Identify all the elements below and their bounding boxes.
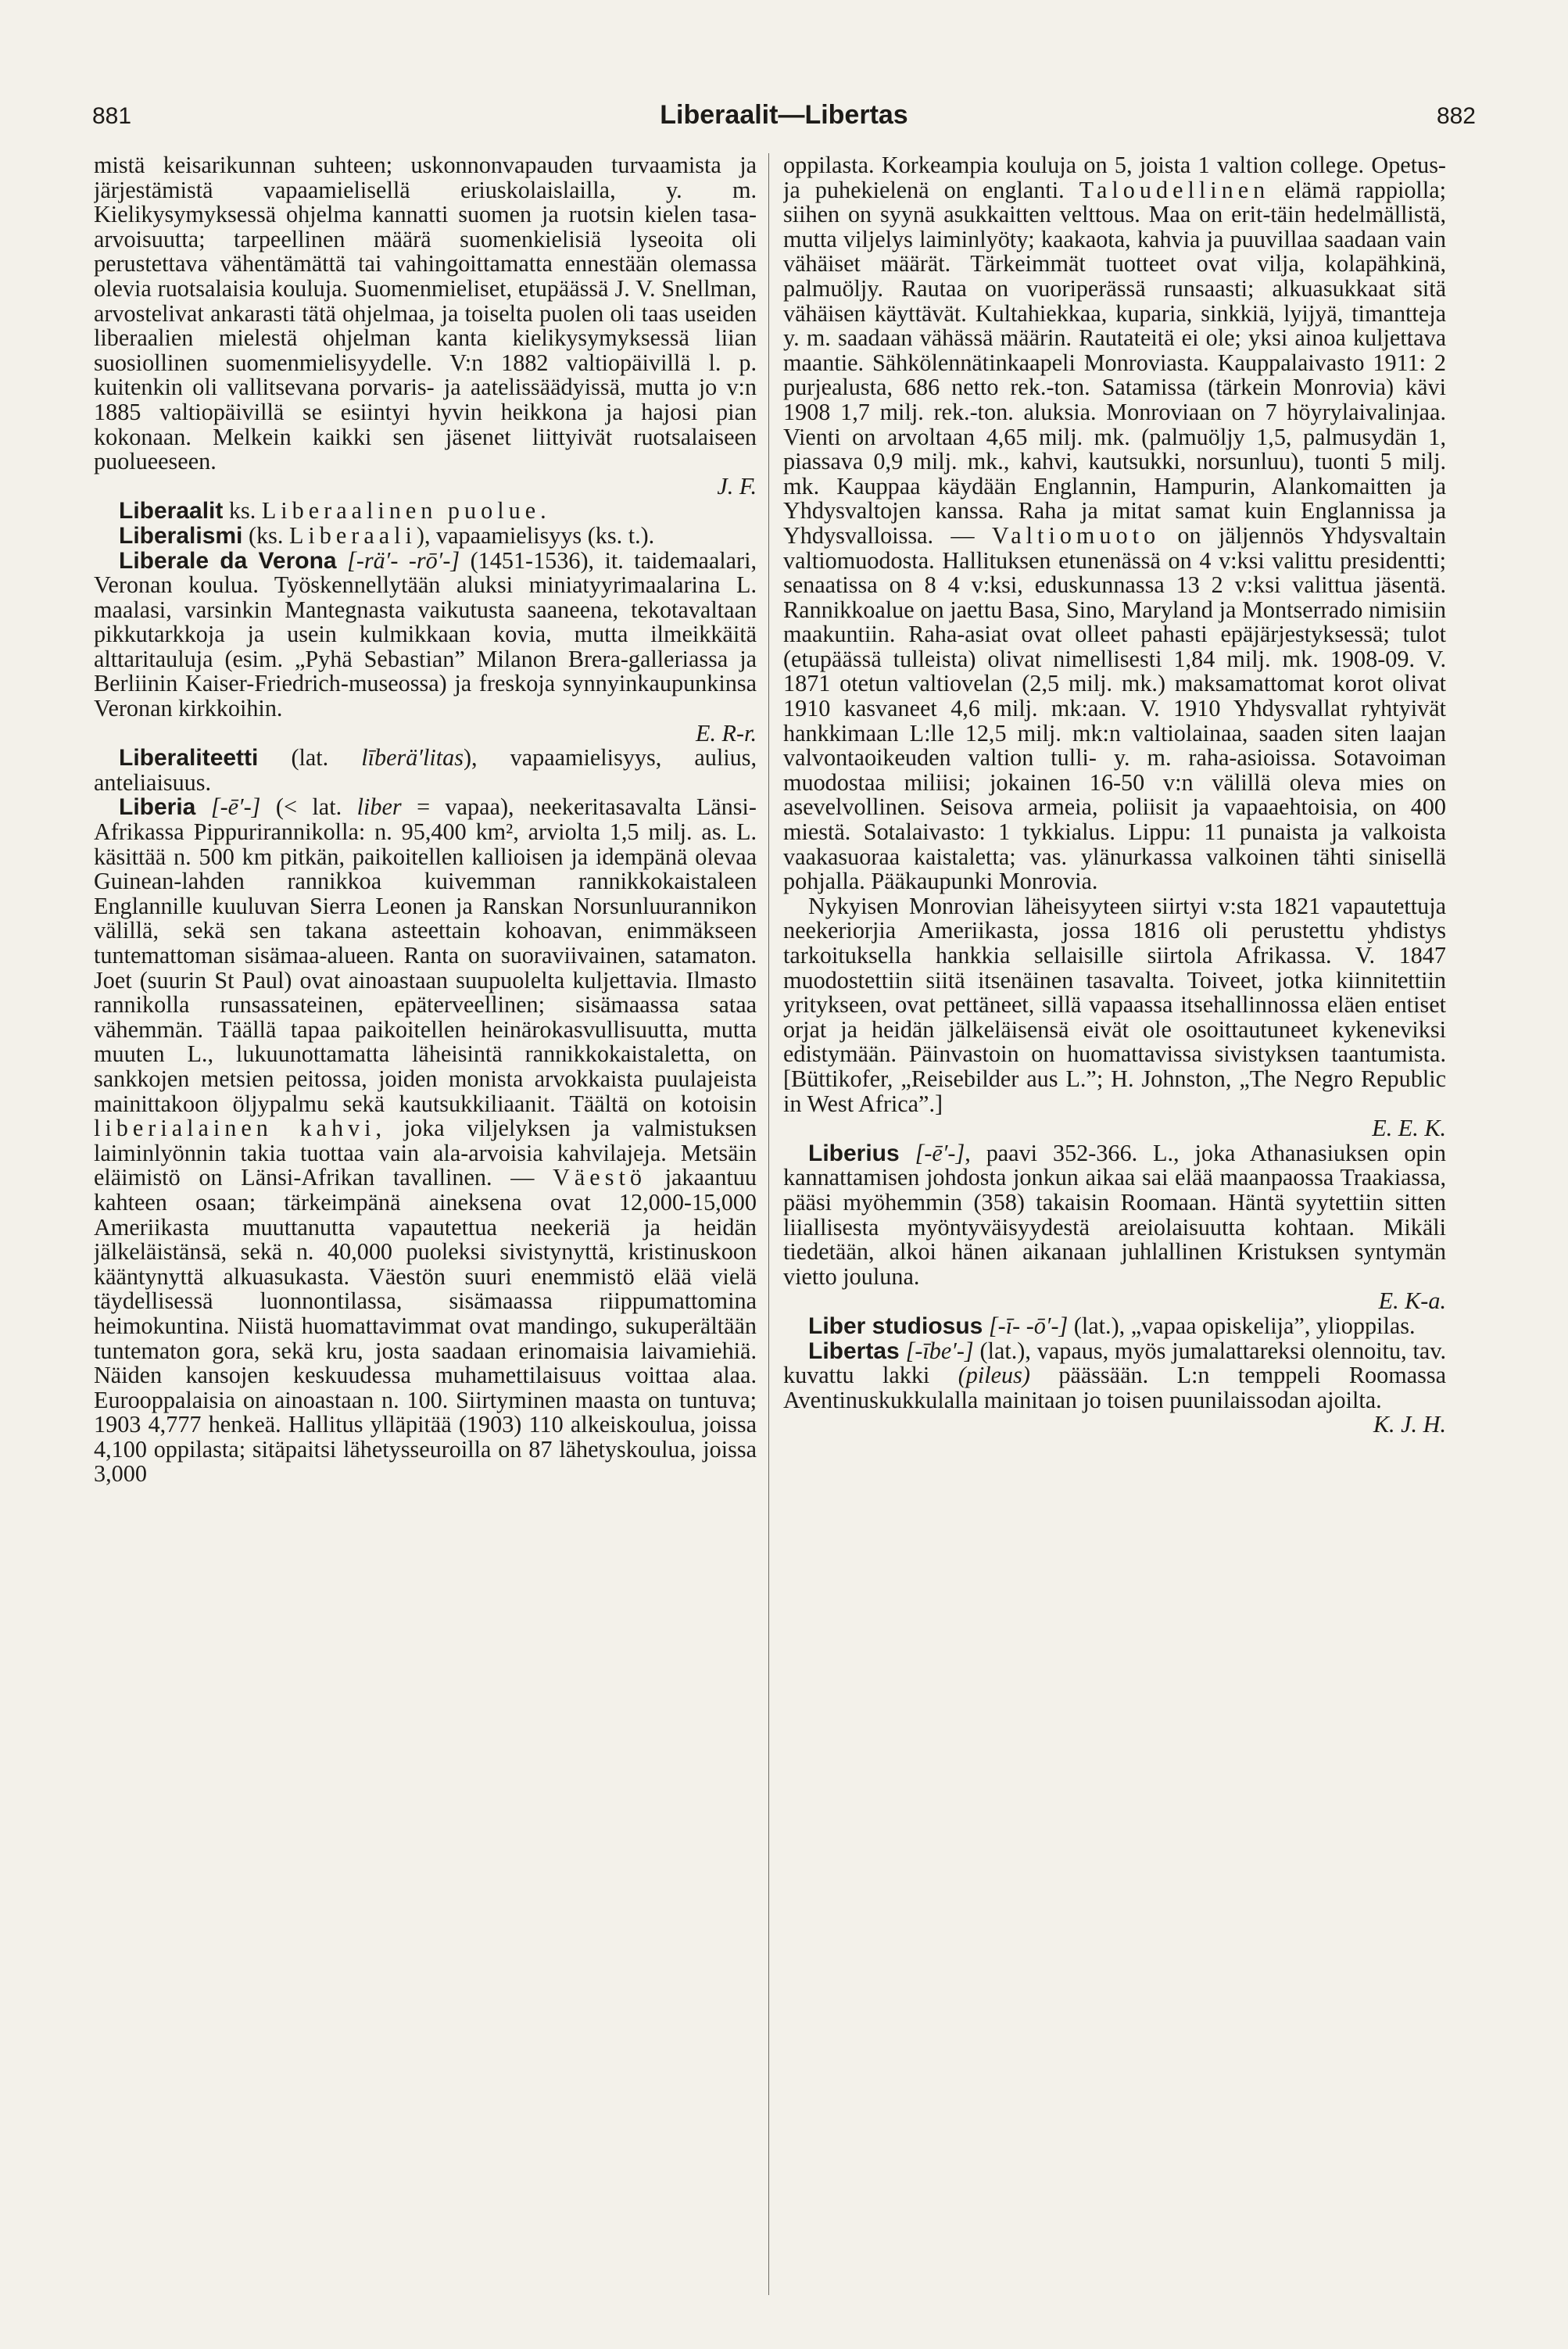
entry-liberius: Liberius [-ē′-], paavi 352-366. L., joka Athanasiuksen opin kannattamisen johdosta jonkun aikaa sai elää maanpaossa Traakiassa, pääsi myöhemmin (358) takaisin Roomaan. Häntä syytettiin sitten liiallisesta myöntyväisyydestä areiolaisuutta kohtaan. Mikäli tiedetään, alkoi hänen aikanaan juhlallinen Kristuksen syntymän vietto jouluna. bbox=[783, 1139, 1446, 1290]
entry-liberalismi: Liberalismi (ks. Liberaali), vapaamielisyys (ks. t.). bbox=[119, 521, 655, 549]
page-header bbox=[92, 95, 1476, 142]
entry-headword: Liberale da Verona bbox=[119, 547, 337, 574]
cross-reference: Liberaali bbox=[288, 521, 417, 549]
pronunciation: [-ē′-] bbox=[210, 793, 261, 821]
pronunciation: [-ī- -ō′-] bbox=[988, 1312, 1069, 1339]
entry-liberia: Liberia [-ē′-] (< lat. liber = vapaa), neekeritasavalta Länsi-Afrikassa Pippurirannikolla: n. 95,400 km², arviolta 1,5 milj. as. L. käsittää n. 500 km pitkän, paikoitellen kallioisen ja idempänä olevaa Guinean-lahden rannikkoa kuivemman rannikkokaistaleen Englannille kuuluvan Sierra Leonen ja Ranskan Norsunluurannikon välillä, sekä sen takana asteettain kohoavan, enimmäkseen tuntemattoman sisämaa-alueen. Ranta on suoraviivainen, satamaton. Joet (suurin St Paul) ovat ainoastaan suupuolelta kuljettavia. Ilmasto rannikolla runsassateinen, epäterveellinen; sisämaassa sataa vähemmän. Täällä tapaa paikoitellen heinärokasvullisuutta, mutta muuten L., lukuunottamatta läheisintä rannikkokaistaletta, on sankkojen metsien peitossa, joiden monista arvokkaista puulajeista mainittakoon öljypalmu sekä kautsukkiliaanit. Täältä on kotoisin liberialainen kahvi, joka viljelyksen ja valmistuksen laiminlyönnin takia tuottaa vain ala-arvoisia kahvilajeja. Metsäin eläimistö on Länsi-Afrikan tavallinen. — Väestö jakaantuu kahteen osaan; tärkeimpänä aineksena ovat 12,000-15,000 Ameriikasta muuttanutta vapautettua neekeriä ja heidän jälkeläistänsä, sekä n. 40,000 puoleksi sivistynyttä, kristinuskoon kääntynyttä alkuasukasta. Väestön suuri enemmistö elää vielä täydellisessä luonnontilassa, sisämaassa riippumattomina heimokuntina. Niistä huomattavimmat ovat mandingo, sukuperältään tuntematon gora, sekä kru, josta saadaan erinomaisia laivamiehiä. Näiden kansojen keskuudessa muhamettilaisuus voittaa alaa. Eurooppalaisia on ainoastaan n. 100. Siirtyminen maasta on tuntuva; 1903 4,777 henkeä. Hallitus ylläpitää (1903) 110 alkeiskoulua, joissa 4,100 oppilasta; sitäpaitsi lähetysseuroilla on 87 lähetyskoulua, joissa 3,000 bbox=[94, 793, 757, 1488]
entry-headword: Liberius bbox=[808, 1140, 900, 1166]
entry-liberaliteetti: Liberaliteetti (lat. līberä′litas), vapaamielisyys, aulius, anteliaisuus. bbox=[94, 744, 757, 796]
pronunciation: [-ē′-] bbox=[915, 1139, 965, 1166]
entry-liberale-da-verona: Liberale da Verona [-rä′- -rō′-] (1451-1536), it. taidemaalari, Veronan koulua. Työskennellytään aluksi miniatyyrimaalarina L. maalasi, varsinkin Mantegnasta vaikutusta saaneena, tekotavaltaan pikkutarkkoja ja usein kulmikkaan kovia, mutta ilmeikkäitä alttaritauluja (esim. „Pyhä Sebastian” Milanon Brera-galleriassa ja Berliinin Kaiser-Friedrich-museossa) ja freskoja synnyinkaupunkinsa Veronan kirkkoihin. bbox=[94, 546, 757, 722]
page-number-left: 881 bbox=[92, 103, 132, 129]
section-label: Valtiomuoto bbox=[991, 521, 1161, 549]
entry-headword: Liberalismi bbox=[119, 522, 243, 549]
entry-headword: Liberia bbox=[119, 794, 196, 821]
column-divider bbox=[768, 153, 769, 2295]
latin-term: liber bbox=[356, 793, 402, 821]
running-title: Liberaalit—Libertas bbox=[660, 100, 908, 130]
spaced-term: liberialainen kahvi bbox=[94, 1115, 376, 1142]
signature: J. F. bbox=[717, 472, 757, 500]
latin-term: līberä′litas bbox=[361, 744, 464, 772]
entry-headword: Liberaalit bbox=[119, 498, 224, 525]
entry-headword: Libertas bbox=[808, 1337, 900, 1364]
entry-continuation: oppilasta. Korkeampia kouluja on 5, joista 1 valtion college. Opetus- ja puhekielenä on englanti. Taloudellinen elämä rappiolla; siihen on syynä asukkaitten velttous. Maa on erit-täin hedelmällistä, mutta viljelys laiminlyöty; kaakaota, kahvia ja puuvillaa saadaan vain vähäiset määrät. Tärkeimmät tuotteet ovat vilja, kolapähkinä, palmuöljy. Rautaa on vuoriperässä runsaasti; alkuasukkaat sitä vähäisen käyttävät. Kultahiekkaa, kuparia, sinkkiä, lyijyä, timantteja y. m. saadaan vähässä määrin. Rautateitä ei ole; yksi ainoa kuljettava maantie. Sähkölennätinkaapeli Monroviasta. Kauppalaivasto 1911: 2 purjealusta, 686 netto rek.-ton. Satamissa (tärkein Monrovia) kävi 1908 1,7 milj. rek.-ton. aluksia. Monroviaan on 7 höyrylaivalinjaa. Vienti on arvoltaan 4,65 milj. mk. (palmuöljy 1,5, palmusydän 1, piassava 0,9 milj. mk., kahvi, kautsukki, norsunluu), tuonti 5 milj. mk. Kauppaa käydään Englannin, Hampurin, Alankomaitten ja Yhdysvaltojen kanssa. Raha ja mitat samat kuin Englannissa ja Yhdysvalloissa. — Valtiomuoto on jäljennös Yhdysvaltain valtiomuodosta. Hallituksen etunenässä on 4 v:ksi valittu presidentti; senaatissa on 8 4 v:ksi, eduskunnassa 13 2 v:ksi valittua jäsentä. Rannikkoalue on jaettu Basa, Sino, Maryland ja Montserrado nimisiin maakuntiin. Raha-asiat ovat olleet pahasti epäjärjestyksessä; tulot (etupäässä tulleista) olivat nimellisesti 1,84 milj. mk. 1908-09. V. 1871 otetun valtiovelan (2,5 milj. mk.) maksamattomat korot olivat 1910 kasvaneet 4,6 milj. mk:aan. V. 1910 Yhdysvallat ryhtyivät hankkimaan L:lle 12,5 milj. mk:n valtiolainaa, saaden siten laajan valvontaoikeuden valtion tulli- y. m. raha-asioissa. Sotavoiman muodostaa miliisi; jokainen 16-50 v:n välillä oleva mies on asevelvollinen. Seisova armeia, poliisit ja vapaaehtoisia, on 400 miestä. Sotalaivasto: 1 tykkialus. Lippu: 11 punaista ja valkoista vaakasuoraa kaistaletta; vas. ylänurkassa valkoinen tähti sinisellä pohjalla. Pääkaupunki Monrovia. bbox=[783, 153, 1446, 895]
entry-headword: Liberaliteetti bbox=[119, 745, 259, 772]
signature: E. K-a. bbox=[1378, 1287, 1446, 1315]
entry-liberaalit: Liberaalit ks. Liberaalinen puolue. bbox=[119, 497, 551, 525]
latin-term: (pileus) bbox=[958, 1362, 1030, 1389]
cross-reference: Liberaalinen puolue. bbox=[261, 497, 551, 525]
section-label: Taloudellinen bbox=[1079, 176, 1270, 203]
page-number-right: 882 bbox=[1436, 103, 1476, 129]
section-label: Väestö bbox=[553, 1164, 646, 1191]
left-column bbox=[94, 153, 757, 2295]
entry-liber-studiosus: Liber studiosus [-ī- -ō′-] (lat.), „vapaa opiskelija”, ylioppilas. bbox=[808, 1312, 1416, 1339]
entry-headword: Liber studiosus bbox=[808, 1312, 983, 1339]
right-column bbox=[783, 153, 1446, 2295]
entry-libertas: Libertas [-ībe′-] (lat.), vapaus, myös jumalattareksi olennoitu, tav. kuvattu lakki (pileus) päässään. L:n temppeli Roomassa Aventinuskukkulalla mainitaan jo toisen puunilaissodan ajoilta. bbox=[783, 1337, 1446, 1413]
entry-continuation: mistä keisarikunnan suhteen; uskonnonvapauden turvaamista ja järjestämistä vapaamielisellä eriuskolaislailla, y. m. Kielikysymyksessä ohjelma kannatti suomen ja ruotsin kielen tasa-arvoisuutta; tarpeellinen määrä suomenkielisiä lyseoita oli perustettava vähentämättä tai vahingoittamatta ennestään olemassa olevia ruotsalaisia kouluja. Suomenmieliset, etupäässä J. V. Snellman, arvostelivat ankarasti tätä ohjelmaa, ja toiselta puolen oli taas useiden liberaalien mielestä ohjelman kanta kielikysymyksessä liian suosiollinen suomenmielisyydelle. V:n 1882 valtiopäivillä l. p. kuitenkin oli vallitsevana porvaris- ja aatelissäädyissä, mutta jo v:n 1885 valtiopäivillä se esiintyi hyvin heikkona ja hajosi pian kokonaan. Melkein kaikki sen jäsenet liittyivät ruotsalaiseen puolueeseen. bbox=[94, 153, 757, 475]
signature: E. R-r. bbox=[696, 719, 757, 747]
pronunciation: [-ībe′-] bbox=[905, 1337, 974, 1364]
signature: E. E. K. bbox=[1372, 1115, 1446, 1142]
history-paragraph: Nykyisen Monrovian läheisyyteen siirtyi v:sta 1821 vapautettuja neekeriorjia Ameriikasta, jossa 1816 oli perustettu yhdistys tarkoituksella hankkia sellaisille siirtola Afrikassa. V. 1847 muodostettiin siitä itsenäinen tasavalta. Toiveet, jotka kiinnitettiin yritykseen, ovat pettäneet, sillä vapaassa itsehallinnossa eläen entiset orjat ja heidän jälkeläisensä eivät ole osoittautuneet kykeneviksi edistymään. Päinvastoin on huomattavissa sivistyksen taantumista. [Büttikofer, „Reisebilder aus L.”; H. Johnston, „The Negro Republic in West Africa”.] bbox=[783, 892, 1446, 1117]
pronunciation: [-rä′- -rō′-] bbox=[347, 546, 460, 574]
signature: K. J. H. bbox=[1373, 1411, 1446, 1438]
